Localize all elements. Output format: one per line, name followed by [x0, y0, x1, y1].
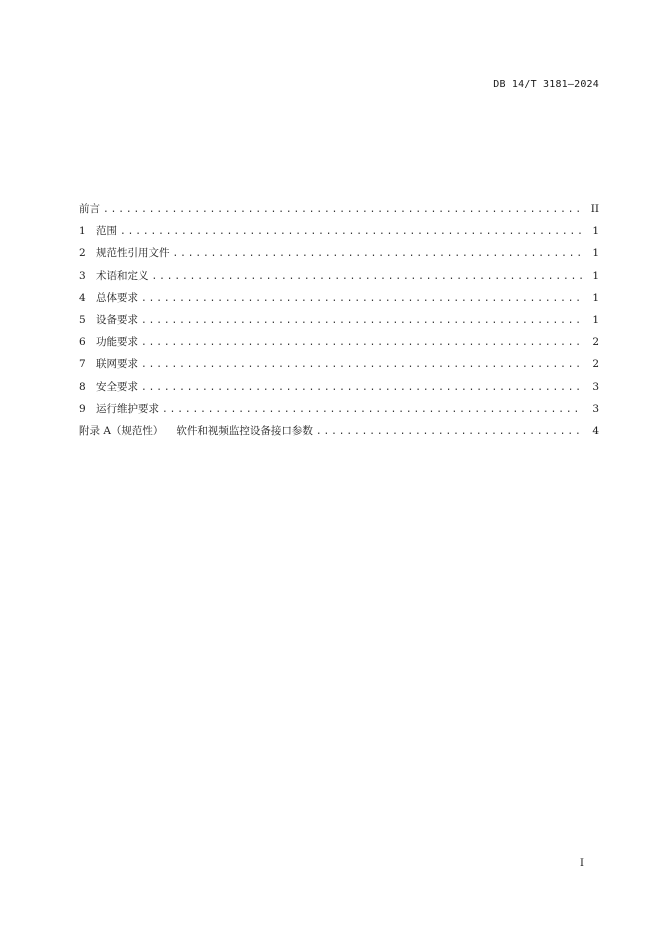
toc-leader-dots	[316, 421, 582, 443]
toc-entry-page: 1	[592, 291, 599, 304]
toc-entry-title: 运行维护要求	[96, 402, 159, 415]
toc-entry-1[interactable]	[79, 220, 599, 242]
toc-entry-page: 1	[592, 269, 599, 282]
toc-entry-page: II	[590, 203, 599, 215]
toc-entry-title: 设备要求	[96, 313, 138, 326]
toc-entry-page: 1	[592, 247, 599, 260]
toc-leader-dots	[162, 399, 582, 421]
toc-leader-dots	[141, 288, 582, 310]
toc-entry-6[interactable]	[79, 331, 599, 353]
toc-entry-title: 安全要求	[96, 380, 138, 393]
toc-entry-title: 术语和定义	[96, 269, 149, 282]
toc-leader-dots	[173, 243, 583, 265]
toc-entry-number: 9	[79, 402, 86, 415]
toc-entry-number: 8	[79, 380, 86, 393]
toc-leader-dots	[141, 354, 582, 376]
toc-leader-dots	[152, 266, 583, 288]
toc-entry-number: 6	[79, 336, 86, 349]
toc-entry-number: 1	[79, 225, 86, 238]
toc-entry-8[interactable]	[79, 376, 599, 398]
table-of-contents	[79, 198, 599, 442]
toc-entry-7[interactable]	[79, 353, 599, 375]
toc-entry-page: 3	[592, 402, 599, 415]
toc-entry-page: 2	[592, 336, 599, 349]
toc-entry-5[interactable]	[79, 309, 599, 331]
toc-entry-title: 联网要求	[96, 358, 138, 371]
toc-entry-foreword[interactable]	[79, 198, 599, 220]
toc-leader-dots	[103, 199, 582, 221]
toc-entry-number: 5	[79, 313, 86, 326]
toc-entry-number: 2	[79, 247, 86, 260]
toc-leader-dots	[120, 221, 582, 243]
toc-entry-number: 7	[79, 358, 86, 371]
toc-entry-title: 前言	[79, 203, 100, 215]
toc-entry-2[interactable]	[79, 242, 599, 264]
page-number: I	[580, 858, 584, 869]
toc-entry-9[interactable]	[79, 398, 599, 420]
toc-entry-title: 范围	[96, 225, 117, 238]
toc-entry-number: 4	[79, 291, 86, 304]
toc-entry-4[interactable]	[79, 287, 599, 309]
toc-entry-title: 规范性引用文件	[96, 247, 170, 260]
toc-entry-number: 3	[79, 269, 86, 282]
toc-entry-title: 软件和视频监控设备接口参数	[176, 424, 313, 437]
toc-entry-3[interactable]	[79, 265, 599, 287]
toc-leader-dots	[141, 377, 582, 399]
toc-appendix-prefix: 附录 A（规范性）	[79, 424, 164, 437]
toc-entry-appendix-a[interactable]	[79, 420, 599, 442]
toc-entry-page: 2	[592, 358, 599, 371]
toc-entry-title: 总体要求	[96, 291, 138, 304]
toc-entry-page: 1	[592, 225, 599, 238]
toc-entry-page: 1	[592, 313, 599, 326]
toc-leader-dots	[141, 310, 582, 332]
toc-entry-page: 3	[592, 380, 599, 393]
toc-entry-title: 功能要求	[96, 336, 138, 349]
toc-entry-page: 4	[592, 424, 599, 437]
document-code: DB 14/T 3181—2024	[493, 79, 599, 90]
toc-leader-dots	[141, 332, 582, 354]
